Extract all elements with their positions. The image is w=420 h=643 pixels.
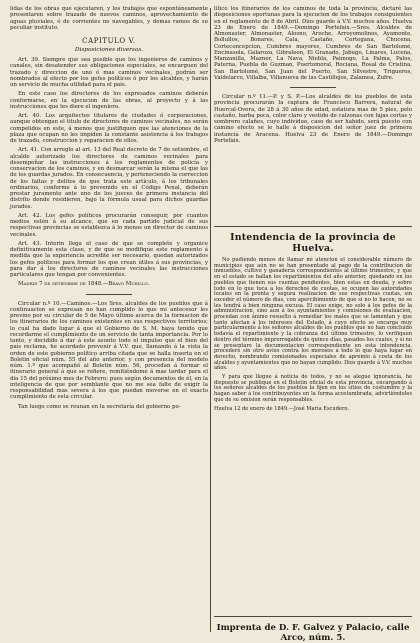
column-divider xyxy=(210,8,211,632)
chapter-subheading: Disposiciones diversas. xyxy=(74,47,144,53)
circular-10: Circular n.º 10.—Caminos.—Los Sres. alcaldes de los pueblos que á continuacion se expresan no han cumplido lo que mi antecesor les previno por su circular de 5 de Mayo último acerca de la formacion de los itinerarios de los caminos existentes en sus respectivos territorios; lo cual ha dado lugar á que el Gobierno de S. M. haya tenido que recordarme el cumplimiento de un servicio de tanta importancia. Por lo tanto, y decidido á dar á este asunto todo el impulso que el bien del país reclama, he acordado prevenir á V.V. que, llamando á la vista la orden de este gobierno político arriba citada que se halla inserta en el Boletin oficial núm. 55 del año anterior, y con presencia del modelo núm. 1.º que acompañó al Boletin núm. 56, procedan á formar el itinerario general á que se refiere, remitiéndome á mas tardar para el dia 15 del próximo mes de Febrero; pues según documentos de él, en la inteligencia de que por semblante que no me sea falte de exigir la responsabilidad mas severa á los que puedan moverse en el exacto cumplimiento de esta circular. xyxy=(10,300,208,401)
intendencia-date: Huelva 12 de enero de 1849.—José Maria Escudero. xyxy=(214,405,349,412)
chapter-heading: CAPITULO V. xyxy=(82,37,136,45)
circular-10-tail: Tan luego como se reunan en la secretaría del gobierno po- xyxy=(18,403,181,410)
article-41: Art. 41. Con arreglo al art. 13 del Real decreto de 7 de setiembre, el alcalde autorizado los directores de caminos vecinales para desempeñar las instrucciones á los reglamentos de policía y conservacion de los caminos, y en desmarcar serán la misma el que las de los guardas jurados. En consecuencia, y perteneciendo la correccion de los faltas y delitos de que trata este artículo, á los tribunales ordinarios, conforme á lo prevenido en el Código Penal, deberán prestar juramento ante uno de los jueces de primera instancia del distrito donde residieren, bajo la fórmula usual para dichos guardas jurados. xyxy=(10,147,208,210)
left-column xyxy=(10,6,208,634)
article-39: Art. 39. Siempre que sea posible que los ingenieros de caminos y canales, sin desatender sus obligaciones especiales, se encarguen del trazado y direccion de uno ó mas caminos vecinales, podrán ser nombrados al efecto por los gefes políticos ó por los alcaldes, y harán un servicio de mucha utilidad para el país. xyxy=(10,57,208,88)
intendencia-body xyxy=(214,258,412,602)
imprint-block xyxy=(214,616,412,643)
section-divider xyxy=(214,226,412,227)
circular-10-continuation: lítico los itinerarios de los caminos de toda la provincia, dictaré las disposiciones oportunas para la ejecucion de los trabajos consiguientes en el reglamento de 8 de Abril. Dios guarde á V.V. muchos años. Huelva 23 de Enero de 1849.—Domingo Portefaix.—Sres. Alcaldes de Almonaster, Almonaster, Alosno, Aroche, Arroyomolinos, Ayamonte, Bollullos, Bonares, Cala, Castaño, Cortegana, Chucena, Corteconcepcion, Cumbres mayores, Cumbres de San Bartolomé, Encinasola, Galaroza, Gibraleon, El Granado, Jabugo, Linares, Lucena, Manzanilla, Mazner, La Nava, Niebla, Paimogo, La Palma, Palos, Paterna, Puebla de Guzman, Puertomoral, Rociana, Rosal de Cristina, San Bartolomé, San Juan del Puerto, San Silvestre, Trigueros, Valdelarco, Villalba, Villanueva de las Castillejos, Zalamea, Zufre. xyxy=(214,6,412,81)
divider xyxy=(290,87,336,88)
article-40: Art. 40. Los arquitectos titulares de ciudades ó corporaciones, aunque obtengan el titulo de directores de caminos vecinales, no serán compelidos en este, á menos que justifiquen que las atenciones de la plaza que ocupan no les impiden la constante asistencia á los trabajos de trazado, construccion y reparacion de ellos. xyxy=(10,113,208,144)
divider xyxy=(86,294,132,295)
intro-paragraph: lidas de los obras que ejecutaren, y los trabajos que espontáneamente presentaren sobre trazado de nuevos caminos, aprovechamiento de aguas pluviales, ó de corrientes no navegables, y demas ramos de su peculiar instituto. xyxy=(10,6,208,31)
section-title: Intendencia de la provincia de Huelva. xyxy=(230,232,396,254)
right-column xyxy=(214,6,413,643)
article-39-continued: En este caso los directores de los expresados caminos deberán conformarse, en la ejecucion de las obras, al proyecto y á las instrucciones que les diere el ingeniero. xyxy=(10,91,208,110)
intendencia-paragraph-2: Y para que llegue á noticia de todos, y no se alegue ignorancia, he dispuesto se publique en el Boletin oficial de esta provincia, encargando á los señores alcaldes de los pueblos la fijen en los sitios de costumbre y la hagan saber á los contribuyentes en la forma acostumbrada, advirtiéndoles que de su omision serán responsables. xyxy=(214,374,412,403)
article-43: Art. 43. Interin llega el caso de que se complete y organice definitivamente esta clase, y de que se modifique este reglamento á medida que la experiencia acredite ser necesario, quedan autorizados los gefes políticos para formar los que crean útiles á sus provincias, y para dar á los directores de caminos vecinales las instrucciones particulares que tengan por convenientes. xyxy=(10,240,208,278)
article-42: Art. 42. Los gefes políticos procurarán conseguir, por cuantos medios estén á su alcance, que en cada partido judicial de sus respectivas provincias se establezca á lo menos un director de caminos vecinales. xyxy=(10,212,208,238)
circular-11: Circular n.º 11.—P. y S. P.—Los alcaldes de los pueblos de esta provincia procurarán la captura de Francisco Barrera, natural de Huercal-Overa, de 28 á 30 años de edad, estatura mas de 5 pies, pelo castaño, barba poca, color claro y vestido de calzonas con fajas cortas y sombrero calañes, cuyo individuo, caso de ser habido, será puesto con camino efecto se le halle á disposicion del señor juez de primera instancia de Aracena. Huelva 23 de Enero de 1849.—Domingo Portefaix. xyxy=(214,94,412,144)
imprint-title: Imprenta de D. F. Galvez y Palacio, calle Arco, núm. 5. xyxy=(216,623,410,643)
signature-line: Madrid 7 de setiembre de 1848.—Bravo Murillo. xyxy=(18,281,150,288)
right-top-block xyxy=(214,6,412,221)
intendencia-paragraph: No pudiendo menos de llamar mi atencion el considerable número de municipios que aún no se han presentado al pago de la contribucion de inmuebles, cultivo y ganaderia correspondientes al último trimestre, y que en el estado se hallan los repartimientos del año anterior, quedando en los pueblos que tienen sus cuentas pendientes, bien estas en deuda, y sobre todo en lo que toca a los derechos de cuotas, se ocupen las autoridades locales en la pronta y segura realizacion de sus respectivas cuotas, sin exceder el número de dias, con apercibimiento de que si no lo hacen, no se les tendrá á bien ninguna excusa. El caso exige, no solo á los gefes de la administracion, sino aun á los ayuntamientos y comisiones de evaluacion, procedan con ánimo resuelto á remediar los males que se lamentan y que tanto afectan á los intereses del Estado, á cuyo efecto se encarga muy particularmente á los señores alcaldes de los pueblos que no han concluido todavía el repartimiento y la cobranza del último trimestre, lo verifiquen dentro del término improrrogable de quince días, pasados los cuales, y si no se presentare la documentacion correspondiente en esta intendencia, procederé sin otro aviso contra los morosos a todo lo que haya lugar en derecho, nombrando comisionados especiales de apremio á costa de los alcaldes y ayuntamientos que no hayan cumplido. Dios guarde á V.V. muchos años. xyxy=(214,257,413,372)
